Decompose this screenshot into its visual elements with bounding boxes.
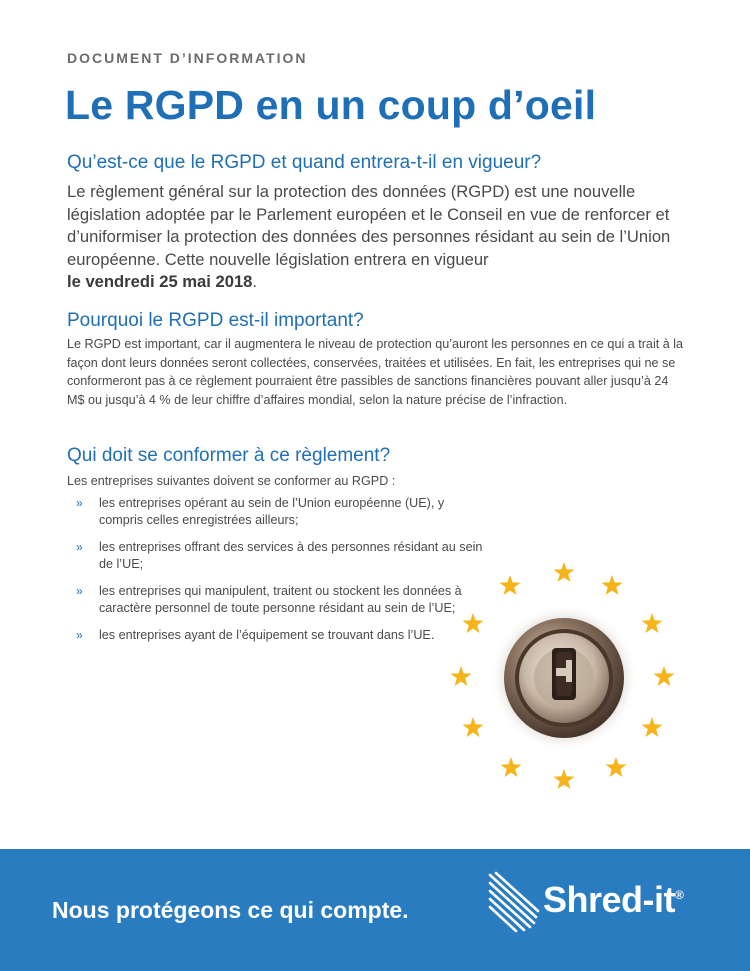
compliance-list [67, 495, 487, 654]
lock-cylinder-icon [490, 604, 638, 752]
section-heading-why: Pourquoi le RGPD est-il important? [67, 310, 364, 331]
bullet-marker: » [76, 496, 83, 510]
list-item-text: les entreprises ayant de l’équipement se trouvant dans l’UE. [99, 628, 435, 642]
list-item [67, 495, 487, 529]
document-kicker: DOCUMENT D’INFORMATION [67, 50, 308, 66]
star-icon [501, 757, 522, 777]
star-icon [554, 769, 575, 789]
list-item [67, 583, 487, 617]
star-icon [554, 562, 575, 582]
logo-text: Shred-it [543, 879, 676, 920]
list-item-text: les entreprises offrant des services à des personnes résidant au sein de l’UE; [99, 540, 483, 571]
list-item [67, 539, 487, 573]
registered-mark: ® [675, 888, 684, 902]
section-heading-what: Qu’est-ce que le RGPD et quand entrera-t-il en vigueur? [67, 152, 542, 173]
section-body-why: Le RGPD est important, car il augmentera le niveau de protection qu’auront les personnes en ce qui a trait à la façon dont leurs données seront collectées, conservées, traitées et utilisées. En fait, les entreprises qui ne se conformeront pas à ce règlement pourraient être passibles de sanctions financières pouvant aller jusqu’à 24 M$ ou jusqu’à 4 % de leur chiffre d’affaires mondial, selon la nature précise de l’infraction. [67, 337, 684, 407]
star-icon [602, 575, 623, 595]
star-icon [463, 613, 484, 633]
page-title: Le RGPD en un coup d’oeil [65, 82, 597, 128]
effective-date-suffix: . [252, 272, 258, 291]
footer-banner [0, 849, 750, 971]
star-icon [463, 717, 484, 737]
star-icon [500, 575, 521, 595]
section-intro-who: Les entreprises suivantes doivent se conformer au RGPD : [67, 474, 396, 488]
section-body-what [67, 181, 697, 294]
footer-tagline: Nous protégeons ce qui compte. [52, 897, 409, 923]
list-item-text: les entreprises qui manipulent, traitent ou stockent les données à caractère personnel de toute personne résidant au sein de l’UE; [99, 584, 462, 615]
section-heading-who: Qui doit se conformer à ce règlement? [67, 445, 391, 466]
effective-date: le vendredi 25 mai 2018 [67, 272, 253, 291]
list-item-text: les entreprises opérant au sein de l’Union européenne (UE), y compris celles enregistrées ailleurs; [99, 496, 445, 527]
bullet-marker: » [76, 584, 83, 598]
star-icon [642, 613, 663, 633]
eu-lock-emblem [438, 550, 688, 800]
bullet-marker: » [76, 628, 83, 642]
star-icon [654, 666, 675, 686]
section-body-what-text: Le règlement général sur la protection des données (RGPD) est une nouvelle législation adoptée par le Parlement européen et le Conseil en vue de renforcer et d’uniformiser la protection des données des personnes résidant au sein de l’Union européenne. Cette nouvelle législation entrera en vigueur [67, 182, 671, 269]
bullet-marker: » [76, 540, 83, 554]
logo-wordmark [543, 879, 683, 921]
shred-it-logo [486, 869, 716, 939]
star-icon [642, 717, 663, 737]
list-item [67, 627, 487, 644]
star-icon [606, 757, 627, 777]
star-icon [451, 666, 472, 686]
shred-stripes-icon [486, 869, 542, 939]
